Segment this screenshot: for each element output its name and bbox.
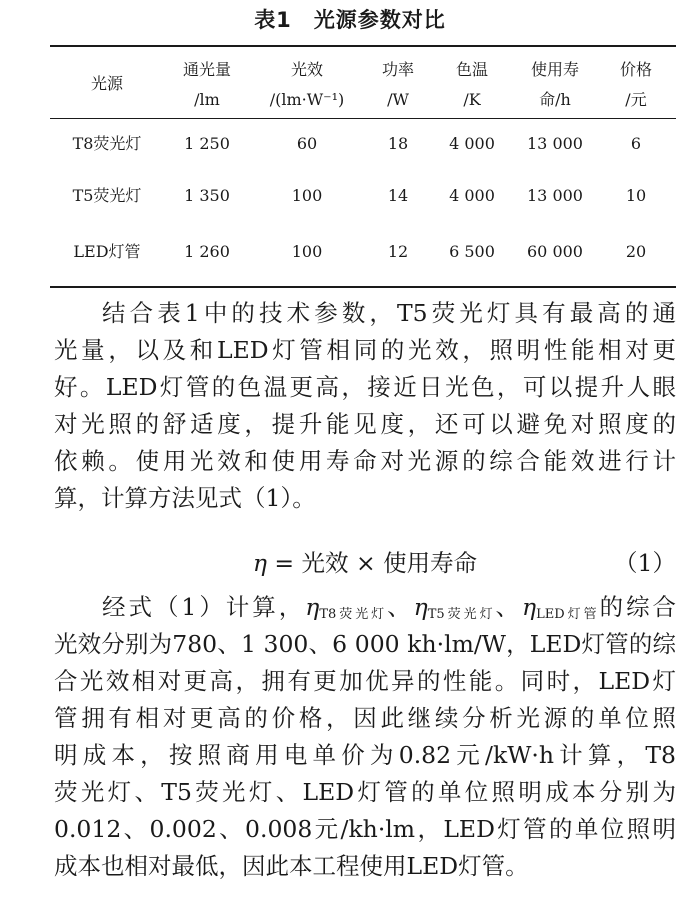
formula-text: = 光效 × 使用寿命	[266, 549, 478, 577]
table-cell: 12	[387, 242, 409, 261]
text-line: 好。LED灯管的色温更高，接近日光色，可以提升人眼	[54, 373, 676, 401]
eta-symbol: η	[522, 593, 537, 621]
table-cell: 60	[296, 134, 318, 153]
p2-suffix: 的综合	[599, 593, 677, 621]
header-flux-unit: /lm	[194, 90, 220, 109]
table-cell: 1 260	[184, 242, 230, 261]
table-cell: 13 000	[527, 134, 583, 153]
table-cell: 18	[387, 134, 409, 153]
formula-expression	[54, 546, 676, 580]
table-cell: 100	[291, 242, 323, 261]
table-number: 表1	[254, 8, 292, 32]
table-cell: 4 000	[449, 134, 495, 153]
table-top-rule	[50, 45, 676, 47]
text-line: 依赖。使用光效和使用寿命对光源的综合能效进行计	[54, 447, 676, 475]
text-line: 合光效相对更高，拥有更加优异的性能。同时，LED灯	[54, 667, 676, 695]
eta-symbol: η	[413, 593, 428, 621]
text-line: 明成本，按照商用电单价为0.82元/kW·h计算，T8	[54, 741, 676, 769]
subscript-t5: T5荧光灯	[427, 607, 496, 622]
text-line: 光效分别为780、1 300、6 000 kh·lm/W，LED灯管的综	[54, 630, 676, 658]
text-line	[54, 590, 676, 624]
table-cell: T8荧光灯	[72, 134, 142, 153]
header-light-source: 光源	[90, 74, 123, 93]
text-line: 结合表1中的技术参数，T5荧光灯具有最高的通	[102, 299, 676, 327]
table-cell: 60 000	[527, 242, 583, 261]
table-title-text: 光源参数对比	[313, 8, 446, 32]
table-cell: LED灯管	[73, 242, 141, 261]
header-power: 功率	[381, 60, 414, 79]
text-line: 成本也相对最低，因此本工程使用LED灯管。	[54, 852, 529, 880]
text-line: 光量，以及和LED灯管相同的光效，照明性能相对更	[54, 336, 676, 364]
eta-symbol: η	[305, 593, 320, 621]
header-power-unit: /W	[387, 90, 409, 109]
text-line: 对光照的舒适度，提升能见度，还可以避免对照度的	[54, 410, 676, 438]
table-cell: 20	[625, 242, 647, 261]
table-cell: 13 000	[527, 186, 583, 205]
table-cell: 100	[291, 186, 323, 205]
table-title	[0, 4, 700, 34]
subscript-led: LED灯管	[536, 607, 600, 622]
table-bottom-rule	[50, 286, 676, 288]
header-color-temp-unit: /K	[463, 90, 481, 109]
table-cell: 4 000	[449, 186, 495, 205]
text-line: 0.012、0.002、0.008元/kh·lm，LED灯管的单位照明	[54, 815, 676, 843]
separator: 、	[387, 593, 414, 621]
table-cell: 14	[387, 186, 409, 205]
subscript-t8: T8荧光灯	[319, 607, 388, 622]
text-line: 荧光灯、T5荧光灯、LED灯管的单位照明成本分别为	[54, 778, 676, 806]
header-price-unit: /元	[625, 90, 647, 109]
header-color-temp: 色温	[455, 60, 488, 79]
text-line: 算，计算方法见式（1）。	[54, 484, 316, 512]
separator: 、	[495, 593, 523, 621]
table-cell: 1 350	[184, 186, 230, 205]
table-cell: 10	[625, 186, 647, 205]
eta-symbol: η	[252, 549, 267, 577]
header-efficacy-unit: /(lm·W⁻¹)	[269, 90, 345, 109]
header-price: 价格	[619, 60, 652, 79]
table-cell: T5荧光灯	[72, 186, 142, 205]
header-lifespan: 使用寿	[530, 60, 579, 79]
table-header-rule	[50, 118, 676, 119]
header-flux: 通光量	[182, 60, 231, 79]
header-efficacy: 光效	[290, 60, 323, 79]
header-lifespan-unit: 命/h	[539, 90, 571, 109]
formula	[54, 546, 676, 580]
table-cell: 6	[630, 134, 642, 153]
text-line: 管拥有相对更高的价格，因此继续分析光源的单位照	[54, 704, 676, 732]
table-cell: 1 250	[184, 134, 230, 153]
formula-number: （1）	[614, 549, 676, 577]
p2-prefix: 经式（1）计算，	[102, 593, 306, 621]
table-cell: 6 500	[449, 242, 495, 261]
